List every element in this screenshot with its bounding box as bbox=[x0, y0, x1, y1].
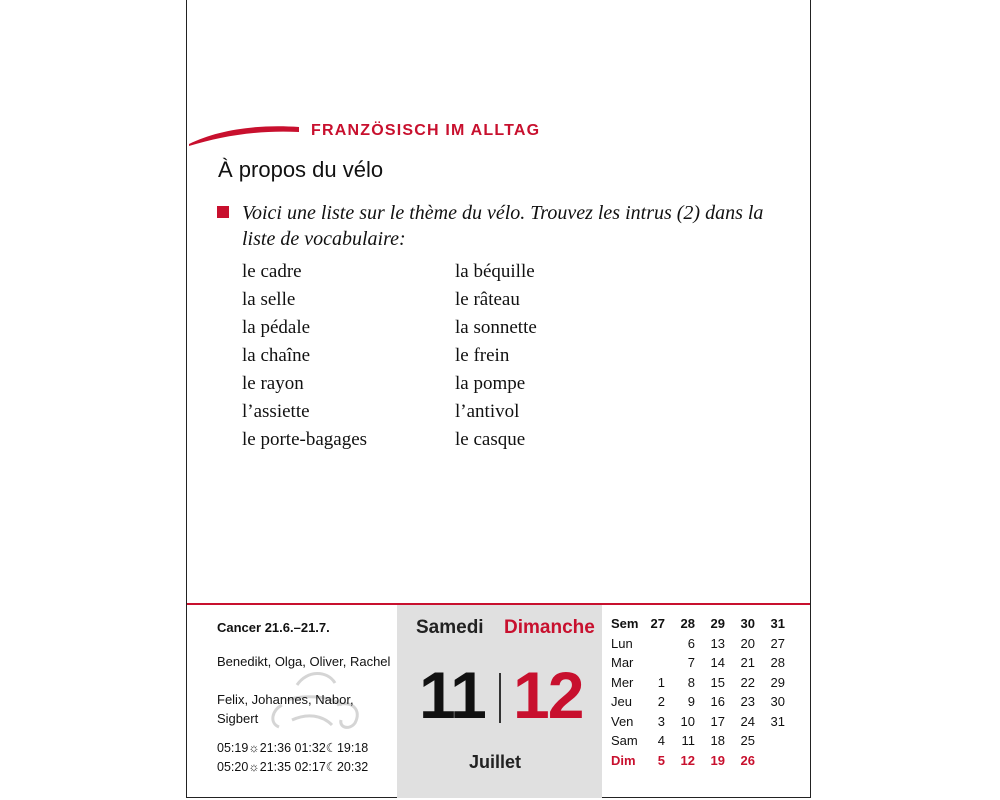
calendar-date-cell: 6 bbox=[687, 635, 695, 651]
calendar-week-number: 27 bbox=[650, 616, 665, 631]
calendar-date-cell: 11 bbox=[681, 733, 695, 748]
calendar-date-cell: 26 bbox=[740, 752, 755, 768]
vocab-item: la chaîne bbox=[242, 345, 311, 366]
calendar-week-label: Sem bbox=[611, 616, 639, 631]
weekday-sunday: Dimanche bbox=[504, 617, 595, 638]
calendar-day-label: Mar bbox=[611, 655, 634, 670]
calendar-week-number: 31 bbox=[770, 616, 785, 631]
vocab-item: l’assiette bbox=[242, 401, 310, 422]
calendar-date-cell: 18 bbox=[710, 733, 725, 748]
calendar-date-cell: 13 bbox=[710, 635, 725, 651]
vocab-item: le rayon bbox=[242, 373, 304, 394]
calendar-date-cell: 15 bbox=[710, 674, 725, 690]
red-swoosh-decoration bbox=[187, 118, 302, 148]
vocab-item: la sonnette bbox=[455, 317, 537, 338]
calendar-week-number: 29 bbox=[710, 616, 725, 631]
date-number-sunday: 12 bbox=[513, 658, 583, 732]
day-info-block bbox=[217, 620, 397, 774]
calendar-date-cell: 30 bbox=[770, 694, 785, 709]
name-days-sunday: Felix, Johannes, Nabor, Sigbert bbox=[217, 692, 354, 726]
page-heading: À propos du vélo bbox=[218, 157, 384, 182]
calendar-date-cell: 22 bbox=[740, 674, 755, 690]
calendar-week-number: 30 bbox=[740, 616, 755, 631]
calendar-date-cell: 5 bbox=[657, 752, 665, 768]
calendar-day-label: Jeu bbox=[611, 694, 632, 709]
calendar-date-cell: 12 bbox=[680, 752, 695, 768]
calendar-date-cell: 9 bbox=[687, 694, 695, 709]
vocab-item: le porte-bagages bbox=[242, 429, 368, 450]
vocab-item: le casque bbox=[455, 429, 526, 450]
calendar-date-cell: 31 bbox=[770, 713, 785, 729]
vocab-item: la béquille bbox=[455, 261, 535, 282]
calendar-date-cell: 1 bbox=[657, 674, 665, 690]
calendar-date-cell: 3 bbox=[657, 713, 665, 729]
date-separator bbox=[499, 673, 501, 723]
calendar-date-cell: 2 bbox=[657, 694, 665, 709]
calendar-date-cell: 24 bbox=[740, 713, 755, 729]
sun-moon-times-sunday: 05:20☼21:35 02:17☾20:32 bbox=[217, 760, 369, 774]
vocab-item: le râteau bbox=[455, 289, 520, 310]
name-days-saturday: Benedikt, Olga, Oliver, Rachel bbox=[217, 654, 391, 669]
sun-moon-times-saturday: 05:19☼21:36 01:32☾19:18 bbox=[217, 741, 369, 755]
calendar-date-cell: 8 bbox=[687, 674, 695, 690]
vocab-item: la selle bbox=[242, 289, 296, 310]
weekday-saturday: Samedi bbox=[416, 617, 484, 638]
calendar-date-cell: 14 bbox=[710, 655, 725, 670]
calendar-date-cell: 21 bbox=[740, 655, 755, 670]
calendar-day-label: Mer bbox=[611, 674, 634, 690]
calendar-date-cell: 10 bbox=[680, 713, 695, 729]
vocab-item: le frein bbox=[455, 345, 510, 366]
calendar-week-number: 28 bbox=[680, 616, 695, 631]
calendar-date-cell: 20 bbox=[740, 635, 755, 651]
calendar-date-cell: 19 bbox=[710, 752, 725, 768]
bullet-square-icon bbox=[217, 206, 229, 218]
calendar-date-cell: 4 bbox=[657, 733, 665, 748]
calendar-date-cell: 16 bbox=[710, 694, 725, 709]
calendar-date-cell: 7 bbox=[687, 655, 695, 670]
calendar-date-cell: 27 bbox=[770, 635, 785, 651]
vocab-item: l’antivol bbox=[455, 401, 520, 422]
calendar-day-label: Dim bbox=[611, 752, 636, 768]
instruction-text: Voici une liste sur le thème du vélo. Trouvez les intrus (2) dans la liste de vocabulaire: bbox=[242, 202, 764, 250]
vocab-list-left bbox=[242, 258, 367, 454]
calendar-date-cell: 17 bbox=[710, 713, 725, 729]
calendar-day-label: Ven bbox=[611, 713, 634, 729]
month-name: Juillet bbox=[469, 752, 522, 772]
date-number-saturday: 11 bbox=[419, 658, 485, 732]
vocab-list-right bbox=[455, 258, 537, 454]
calendar-day-label: Lun bbox=[611, 635, 633, 651]
calendar-date-cell: 29 bbox=[770, 674, 785, 690]
vocab-item: la pédale bbox=[242, 317, 311, 338]
zodiac-sign: Cancer 21.6.–21.7. bbox=[217, 620, 330, 635]
calendar-page bbox=[186, 0, 811, 798]
calendar-day-label: Sam bbox=[611, 733, 638, 748]
calendar-date-cell: 23 bbox=[740, 694, 755, 709]
vocab-item: la pompe bbox=[455, 373, 526, 394]
calendar-date-cell: 28 bbox=[770, 655, 785, 670]
date-box bbox=[397, 605, 602, 798]
section-title: FRANZÖSISCH IM ALLTAG bbox=[311, 122, 541, 139]
calendar-date-cell: 25 bbox=[740, 733, 755, 748]
vocab-item: le cadre bbox=[242, 261, 302, 282]
